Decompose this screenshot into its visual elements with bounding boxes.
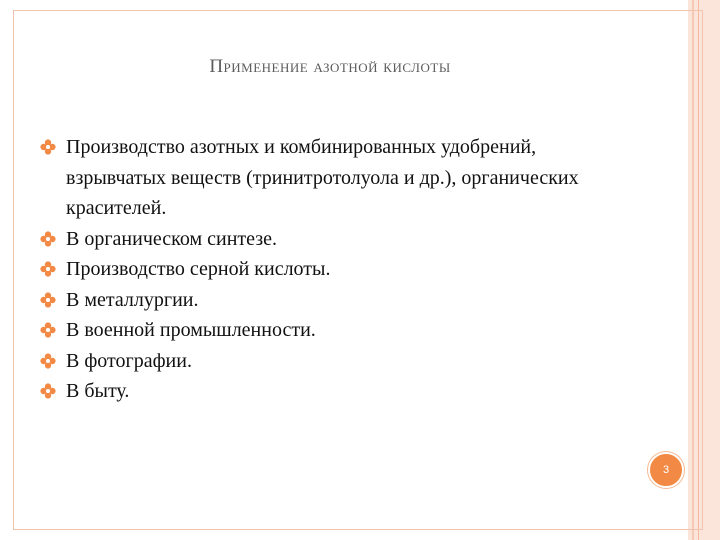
list-item <box>40 346 620 377</box>
list-item-text: В военной промышленности. <box>66 319 316 341</box>
list-item <box>40 132 620 224</box>
list-item-text: В быту. <box>66 380 130 402</box>
list-item-text: Производство азотных и комбинированных удобрений, взрывчатых веществ (тринитротолуола и др.), органических красителей. <box>66 136 579 219</box>
list-item <box>40 285 620 316</box>
bullet-list <box>40 132 620 407</box>
flower-bullet-icon <box>40 231 56 247</box>
list-item <box>40 224 620 255</box>
list-item-text: В органическом синтезе. <box>66 227 278 250</box>
slide-title: Применение азотной кислоты <box>209 56 451 77</box>
flower-bullet-icon <box>40 322 56 338</box>
flower-bullet-icon <box>40 261 56 277</box>
list-item-text: Производство серной кислоты. <box>66 258 331 280</box>
list-item <box>40 254 620 285</box>
list-item-text: В фотографии. <box>66 349 192 372</box>
flower-bullet-icon <box>40 292 56 308</box>
flower-bullet-icon <box>40 139 56 155</box>
flower-bullet-icon <box>40 353 56 369</box>
list-item-text: В металлургии. <box>66 288 199 311</box>
list-item <box>40 315 620 346</box>
list-item <box>40 376 620 407</box>
page-number-badge: 3 <box>648 452 684 488</box>
flower-bullet-icon <box>40 383 56 399</box>
